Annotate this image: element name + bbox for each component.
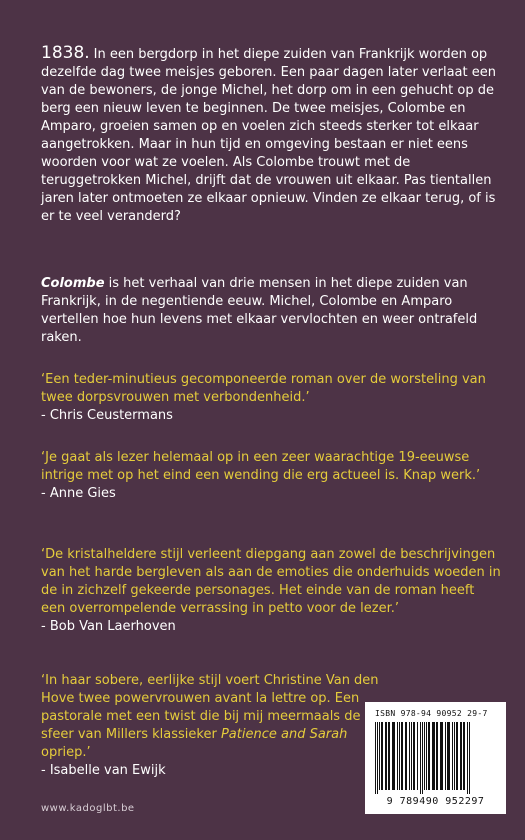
isbn-label: ISBN 978-94 90952 29-7 xyxy=(375,709,488,718)
barcode-bar xyxy=(375,722,376,794)
barcode-bar xyxy=(397,722,398,790)
barcode-bar xyxy=(417,722,418,790)
quote-text: ‘Je gaat als lezer helemaal op in een zeer waarachtige 19-eeuwse intrige met op het eind een wending die erg actueel is. Knap werk.’ xyxy=(41,450,481,483)
barcode-bar xyxy=(445,722,446,790)
barcode-bar xyxy=(460,722,462,790)
isbn-barcode xyxy=(365,702,506,814)
review-quote xyxy=(41,449,501,503)
barcode-bar xyxy=(377,722,378,794)
barcode-bar xyxy=(388,722,390,790)
barcode-bar xyxy=(467,722,468,794)
barcode-bar xyxy=(413,722,415,790)
barcode-bar xyxy=(440,722,443,790)
barcode-bar xyxy=(420,722,421,794)
barcode-digits: 9 789490 952297 xyxy=(386,796,485,807)
intro-year: 1838. xyxy=(41,43,90,63)
barcode-bar xyxy=(436,722,438,790)
barcode-bar xyxy=(381,722,383,790)
barcode-bar xyxy=(463,722,465,790)
barcode-bar xyxy=(399,722,400,790)
barcode-bar xyxy=(469,722,470,794)
barcode-bar xyxy=(411,722,412,790)
barcode-bar xyxy=(401,722,403,790)
barcode-bar xyxy=(392,722,395,790)
quote-text-part: ‘In haar sobere, eerlijke stijl voert Christine Van den Hove twee powervrouwen avant la lettre op. Een pastorale met een twist die bij mij meermaals de sfeer van Millers klassieker xyxy=(41,673,379,742)
summary-paragraph xyxy=(41,275,491,347)
quote-text: ‘De kristalheldere stijl verleent diepgang aan zowel de beschrijvingen van het harde bergleven als aan de emoties die onderhuids woeden in de in zichzelf gekeerde personages. Het einde van de roman heeft een overrompelende verrassing in petto voor de lezer.’ xyxy=(41,547,501,616)
barcode-bars xyxy=(373,722,498,794)
barcode-bar xyxy=(456,722,458,790)
barcode-bar xyxy=(409,722,410,790)
quote-author: - Anne Gies xyxy=(41,486,116,501)
barcode-bar xyxy=(385,722,387,790)
quote-text: ‘Een teder-minutieus gecomponeerde roman over de worsteling van twee dorpsvrouwen met verbondenheid.’ xyxy=(41,372,486,405)
review-quote xyxy=(41,371,501,425)
review-quote xyxy=(41,672,381,780)
review-quote xyxy=(41,546,501,636)
intro-paragraph xyxy=(41,44,501,226)
quote-author: - Isabelle van Ewijk xyxy=(41,763,166,778)
barcode-bar xyxy=(379,722,380,790)
quote-text-part: opriep.’ xyxy=(41,745,91,760)
book-title: Colombe xyxy=(41,276,105,291)
quote-book-title: Patience and Sarah xyxy=(220,727,348,742)
barcode-bar xyxy=(447,722,450,790)
quote-text xyxy=(41,672,381,762)
quote-author: - Bob Van Laerhoven xyxy=(41,619,176,634)
intro-text: In een bergdorp in het diepe zuiden van Frankrijk worden op dezelfde dag twee meisjes geboren. Een paar dagen later verlaat een van de bewoners, de jonge Michel, het dorp om in een gehucht op de berg een nieuw leven te beginnen. De twee meisjes, Colombe en Amparo, groeien samen op en voelen zich steeds sterker tot elkaar aangetrokken. Maar in hun tijd en omgeving bestaan er niet eens woorden voor wat ze voelen. Als Colombe trouwt met de teruggetrokken Michel, drijft dat de vrouwen uit elkaar. Pas tientallen jaren later ontmoeten ze elkaar opnieuw. Vinden ze elkaar terug, of is er te veel veranderd? xyxy=(41,47,496,224)
barcode-bar xyxy=(405,722,407,790)
quote-author: - Chris Ceustermans xyxy=(41,408,173,423)
barcode-bar xyxy=(426,722,427,790)
barcode-bar xyxy=(454,722,455,790)
barcode-bar xyxy=(422,722,423,794)
barcode-bar xyxy=(428,722,430,790)
summary-text: is het verhaal van drie mensen in het diepe zuiden van Frankrijk, in de negentiende eeuw. Michel, Colombe en Amparo vertellen hoe hun levens met elkaar vervlochten en weer ontrafeld raken. xyxy=(41,276,478,345)
barcode-bar xyxy=(432,722,435,790)
publisher-website[interactable]: www.kadoglbt.be xyxy=(41,803,135,814)
barcode-bar xyxy=(424,722,425,790)
barcode-bar xyxy=(452,722,453,790)
